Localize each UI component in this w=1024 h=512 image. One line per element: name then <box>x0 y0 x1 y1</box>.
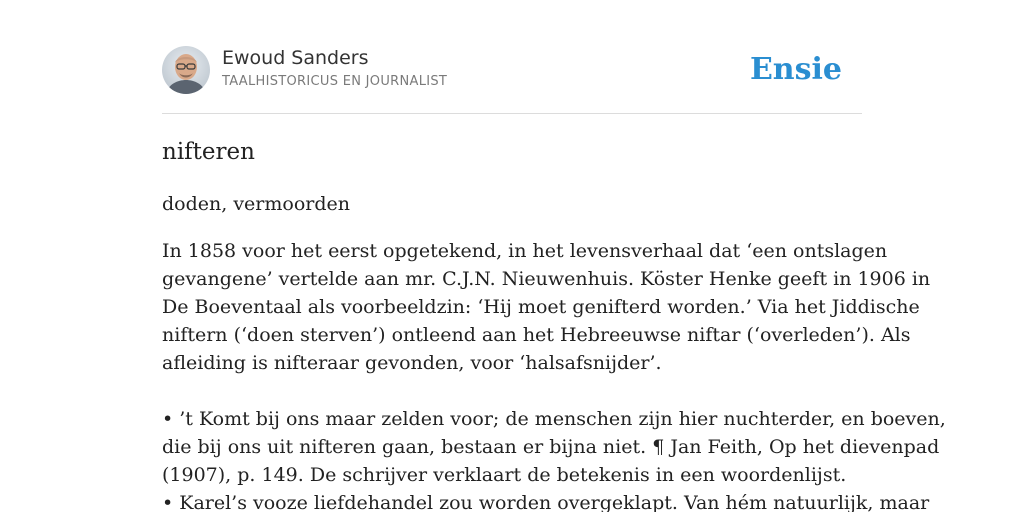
entry-body <box>162 237 946 512</box>
quote-line: (1907), p. 149. De schrijver verklaart de betekenis in een woordenlijst. <box>162 464 847 486</box>
quote-line: • Karel’s vooze liefdehandel zou worden overgeklapt. Van hém natuurlijk, maar <box>162 492 930 512</box>
paragraph-line: In 1858 voor het eerst opgetekend, in het levensverhaal dat ‘een ontslagen <box>162 240 888 262</box>
avatar-portrait-icon <box>162 46 210 94</box>
author-name[interactable]: Ewoud Sanders <box>222 47 369 69</box>
paragraph-line: niftern (‘doen sterven’) ontleend aan het Hebreeuwse niftar (‘overleden’). Als <box>162 324 911 346</box>
paragraph-line: gevangene’ vertelde aan mr. C.J.N. Nieuwenhuis. Köster Henke geeft in 1906 in <box>162 268 931 290</box>
quote-line: • ’t Komt bij ons maar zelden voor; de menschen zijn hier nuchterder, en boeven, <box>162 408 946 430</box>
header-divider <box>162 113 862 114</box>
entry-definition: doden, vermoorden <box>162 193 351 215</box>
author-avatar[interactable] <box>162 46 210 94</box>
author-header <box>162 46 862 96</box>
paragraph-line: De Boeventaal als voorbeeldzin: ‘Hij moet genifterd worden.’ Via het Jiddische <box>162 296 920 318</box>
entry-term: nifteren <box>162 139 255 165</box>
paragraph-spacer <box>162 377 872 405</box>
paragraph-line: afleiding is nifteraar gevonden, voor ‘halsafsnijder’. <box>162 352 662 374</box>
brand-logo[interactable]: Ensie <box>749 52 842 87</box>
quote-line: die bij ons uit nifteren gaan, bestaan er bijna niet. ¶ Jan Feith, Op het dievenpad <box>162 436 940 458</box>
author-role: TAALHISTORICUS EN JOURNALIST <box>222 74 448 89</box>
